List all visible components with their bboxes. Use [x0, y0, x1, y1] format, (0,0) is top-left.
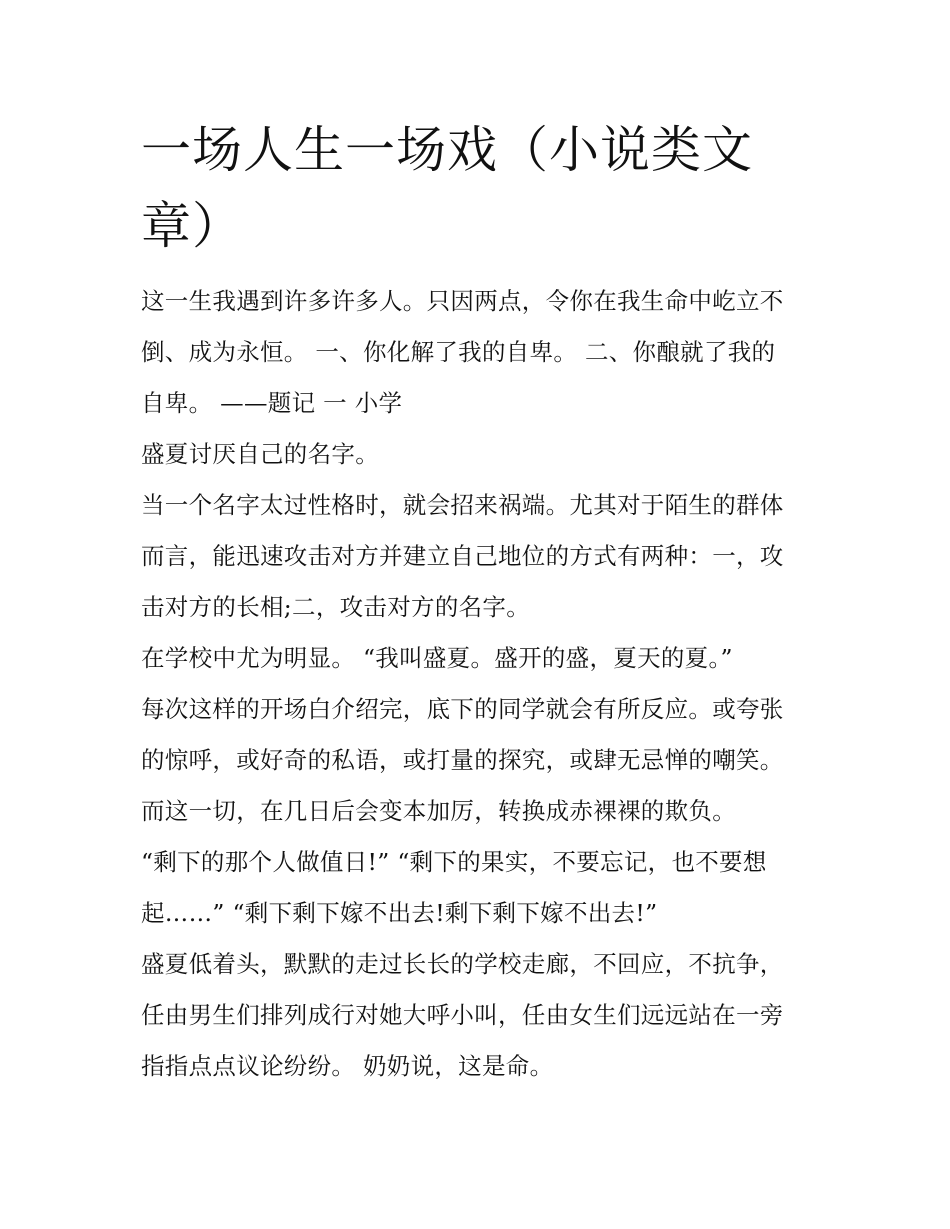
body-line: “剩下的那个人做值日!” “剩下的果实，不要忘记，也不要想	[141, 848, 767, 876]
title-line-1: 一场人生一场戏（小说类文	[141, 121, 753, 179]
body-line: 倒、成为永恒。 一、你化解了我的自卑。 二、你酿就了我的	[141, 338, 776, 366]
body-line: 这一生我遇到许多许多人。只因两点，令你在我生命中屹立不	[141, 287, 784, 315]
body-line: 击对方的长相;二，攻击对方的名字。	[141, 593, 531, 621]
body-line: 起……” “剩下剩下嫁不出去!剩下剩下嫁不出去!”	[141, 899, 658, 927]
body-line: 任由男生们排列成行对她大呼小叫，任由女生们远远站在一旁	[141, 1001, 784, 1029]
document-title	[141, 112, 821, 264]
body-line: 每次这样的开场白介绍完，底下的同学就会有所反应。或夸张	[141, 695, 784, 723]
body-line: 当一个名字太过性格时，就会招来祸端。尤其对于陌生的群体	[141, 491, 784, 519]
document-body	[141, 276, 821, 1092]
body-line: 在学校中尤为明显。 “我叫盛夏。盛开的盛，夏天的夏。”	[141, 644, 733, 672]
body-line: 的惊呼，或好奇的私语，或打量的探究，或肆无忌惮的嘲笑。	[141, 746, 784, 774]
body-line: 盛夏讨厌自己的名字。	[141, 440, 379, 468]
title-line-2: 章）	[141, 197, 243, 255]
body-line: 盛夏低着头，默默的走过长长的学校走廊，不回应，不抗争，	[141, 950, 784, 978]
body-line: 而言，能迅速攻击对方并建立自己地位的方式有两种：一，攻	[141, 542, 784, 570]
body-line: 而这一切，在几日后会变本加厉，转换成赤裸裸的欺负。	[141, 797, 736, 825]
body-line: 自卑。 ——题记 一 小学	[141, 389, 403, 417]
body-line: 指指点点议论纷纷。 奶奶说，这是命。	[141, 1052, 554, 1080]
